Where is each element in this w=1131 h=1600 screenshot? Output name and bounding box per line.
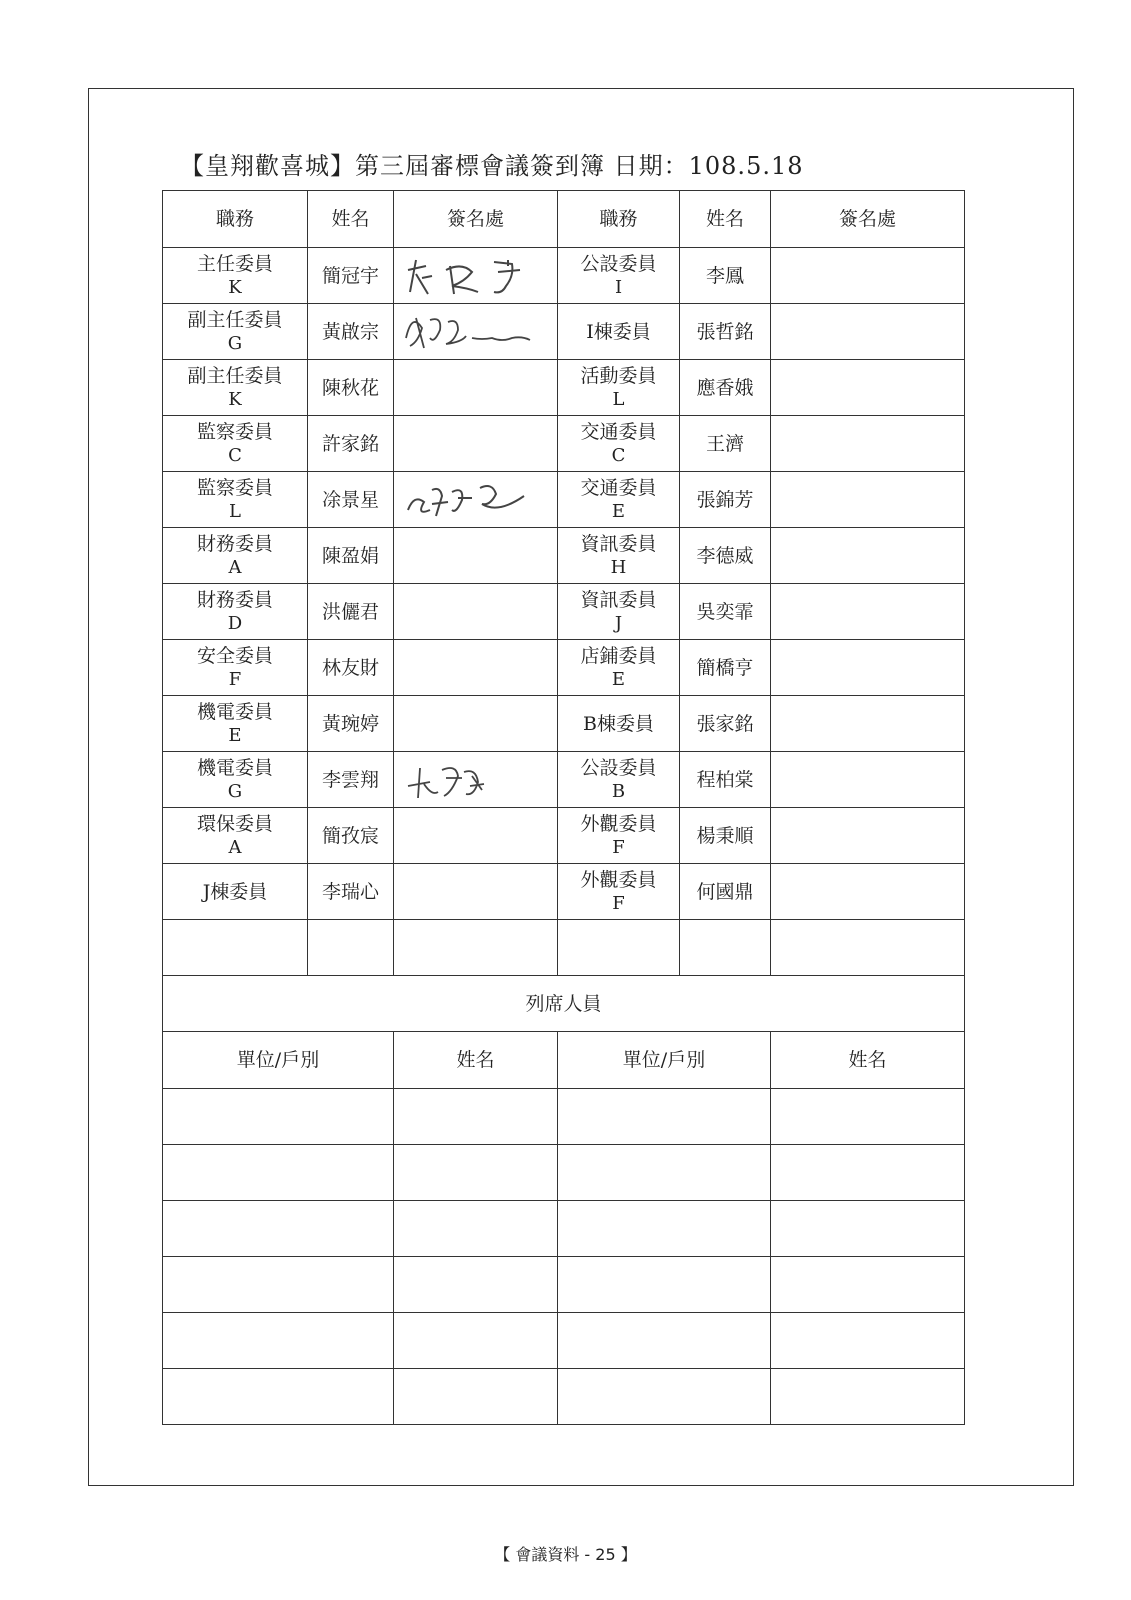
right-code: H [610, 556, 627, 578]
attendee-cell [771, 1145, 965, 1201]
attendee-cell [163, 1145, 394, 1201]
attendee-cell [771, 1257, 965, 1313]
right-name: 程柏棠 [696, 768, 754, 791]
attendee-cell [771, 1201, 965, 1257]
right-code: F [612, 892, 625, 914]
right-name: 張家銘 [696, 712, 754, 735]
left-name-cell [308, 360, 394, 416]
right-role-cell [558, 584, 680, 640]
table-row [163, 248, 965, 304]
attendee-row [163, 1313, 965, 1369]
right-name-cell [680, 864, 771, 920]
right-role: 公設委員 [580, 252, 657, 275]
left-role-cell [163, 472, 308, 528]
attendee-cell [394, 1089, 558, 1145]
left-signature-cell [394, 304, 558, 360]
left-signature-cell [394, 752, 558, 808]
right-signature-cell [771, 360, 965, 416]
sign-in-table [162, 190, 965, 1425]
left-signature-cell [394, 472, 558, 528]
header-cell: 姓名 [680, 191, 771, 248]
left-name-cell [308, 416, 394, 472]
left-name: 陳盈娟 [321, 544, 379, 567]
right-name-cell [680, 248, 771, 304]
header-cell: 姓名 [308, 191, 394, 248]
left-code: G [227, 332, 243, 354]
right-name: 楊秉順 [696, 824, 754, 847]
right-name: 張哲銘 [696, 320, 754, 343]
table-row [163, 528, 965, 584]
empty-cell [394, 920, 558, 976]
attendee-cell [558, 1257, 771, 1313]
left-name: 林友財 [321, 656, 379, 679]
left-role: 副主任委員 [187, 308, 283, 331]
empty-cell [163, 920, 308, 976]
left-name: 李雲翔 [321, 768, 379, 791]
left-signature-cell [394, 584, 558, 640]
table-row [163, 640, 965, 696]
left-name-cell [308, 248, 394, 304]
header-cell: 職務 [558, 191, 680, 248]
left-role-cell [163, 696, 308, 752]
right-code: L [612, 388, 625, 410]
right-code: J [614, 612, 623, 634]
table-row [163, 808, 965, 864]
attendee-cell [771, 1313, 965, 1369]
attendees-title-row [163, 976, 965, 1032]
right-name: 應香娥 [696, 376, 754, 399]
left-signature-cell [394, 640, 558, 696]
empty-cell [771, 920, 965, 976]
right-role: 資訊委員 [580, 532, 657, 555]
right-signature-cell [771, 248, 965, 304]
header-cell: 簽名處 [394, 191, 558, 248]
right-name-cell [680, 360, 771, 416]
right-role-cell [558, 416, 680, 472]
left-name: 陳秋花 [321, 376, 379, 399]
right-name: 李鳳 [705, 264, 744, 287]
right-name: 吳奕霏 [696, 600, 754, 623]
empty-cell [558, 920, 680, 976]
left-signature-cell [394, 528, 558, 584]
left-code: K [228, 388, 242, 410]
left-name: 凃景星 [321, 488, 379, 511]
right-name: 何國鼎 [696, 880, 754, 903]
right-role-cell [558, 864, 680, 920]
attendees-header-cell: 單位/戶別 [558, 1032, 771, 1089]
right-role-cell [558, 248, 680, 304]
attendee-cell [163, 1257, 394, 1313]
left-role-cell [163, 528, 308, 584]
right-role: 活動委員 [580, 364, 657, 387]
left-signature-cell [394, 864, 558, 920]
left-role: 安全委員 [196, 644, 273, 667]
left-code: A [228, 556, 242, 578]
attendee-cell [163, 1313, 394, 1369]
attendee-cell [771, 1089, 965, 1145]
right-name: 王濟 [705, 432, 744, 455]
handwritten-signature [402, 756, 542, 802]
table-row [163, 416, 965, 472]
right-code: F [612, 836, 625, 858]
right-signature-cell [771, 808, 965, 864]
attendee-cell [394, 1145, 558, 1201]
handwritten-signature [402, 476, 542, 522]
left-role: 機電委員 [196, 700, 273, 723]
right-name-cell [680, 472, 771, 528]
left-role-cell [163, 416, 308, 472]
left-role-cell [163, 584, 308, 640]
left-code: G [227, 780, 243, 802]
left-code: D [227, 612, 243, 634]
right-role-cell [558, 752, 680, 808]
right-role: 交通委員 [580, 476, 657, 499]
right-code: E [611, 500, 626, 522]
attendee-row [163, 1089, 965, 1145]
left-signature-cell [394, 416, 558, 472]
attendee-cell [394, 1257, 558, 1313]
attendees-header-cell: 姓名 [771, 1032, 965, 1089]
right-role: 店鋪委員 [580, 644, 657, 667]
attendee-cell [394, 1201, 558, 1257]
attendee-cell [394, 1313, 558, 1369]
left-role-cell [163, 360, 308, 416]
right-role-cell [558, 640, 680, 696]
right-name-cell [680, 696, 771, 752]
left-name-cell [308, 584, 394, 640]
right-signature-cell [771, 864, 965, 920]
right-role-cell [558, 808, 680, 864]
left-name-cell [308, 304, 394, 360]
left-code: F [228, 668, 242, 690]
left-code: L [229, 500, 241, 522]
right-role-cell [558, 360, 680, 416]
left-name: 黃琬婷 [321, 712, 379, 735]
left-role: 主任委員 [196, 252, 273, 275]
right-name-cell [680, 808, 771, 864]
right-signature-cell [771, 752, 965, 808]
handwritten-signature [402, 308, 542, 354]
right-role: 外觀委員 [580, 812, 657, 835]
right-signature-cell [771, 584, 965, 640]
left-role-cell [163, 248, 308, 304]
attendee-cell [163, 1201, 394, 1257]
attendees-title: 列席人員 [163, 976, 965, 1032]
left-signature-cell [394, 696, 558, 752]
page-footer: 【 會議資料 - 25 】 [494, 1545, 637, 1564]
empty-row [163, 920, 965, 976]
table-row [163, 472, 965, 528]
left-role: 副主任委員 [187, 364, 283, 387]
attendee-cell [558, 1145, 771, 1201]
left-signature-cell [394, 248, 558, 304]
right-signature-cell [771, 416, 965, 472]
right-name: 簡橋亨 [696, 656, 754, 679]
left-code: A [228, 836, 242, 858]
left-code: C [228, 444, 242, 466]
right-signature-cell [771, 304, 965, 360]
empty-cell [680, 920, 771, 976]
table-row [163, 864, 965, 920]
left-role-cell [163, 304, 308, 360]
right-role-cell [558, 472, 680, 528]
right-signature-cell [771, 472, 965, 528]
attendees-header-cell: 姓名 [394, 1032, 558, 1089]
right-role: I棟委員 [586, 320, 651, 343]
left-role: 監察委員 [196, 476, 273, 499]
left-role: 財務委員 [196, 588, 273, 611]
attendees-header-cell: 單位/戶別 [163, 1032, 394, 1089]
attendee-cell [558, 1201, 771, 1257]
attendee-cell [163, 1369, 394, 1425]
attendee-row [163, 1369, 965, 1425]
attendee-cell [558, 1369, 771, 1425]
table-row [163, 304, 965, 360]
left-name-cell [308, 808, 394, 864]
table-row [163, 584, 965, 640]
attendee-row [163, 1201, 965, 1257]
left-name: 許家銘 [321, 432, 379, 455]
left-role-cell [163, 752, 308, 808]
left-name: 簡冠宇 [321, 264, 379, 287]
left-name-cell [308, 640, 394, 696]
left-role-cell [163, 864, 308, 920]
left-role-cell [163, 640, 308, 696]
left-code: K [228, 276, 242, 298]
left-role: 財務委員 [196, 532, 273, 555]
left-role: 監察委員 [196, 420, 273, 443]
attendee-row [163, 1145, 965, 1201]
left-role: 環保委員 [196, 812, 273, 835]
attendee-cell [163, 1089, 394, 1145]
header-cell: 簽名處 [771, 191, 965, 248]
table-header-row [163, 191, 965, 248]
left-signature-cell [394, 360, 558, 416]
right-name: 張錦芳 [696, 488, 754, 511]
right-role: 公設委員 [580, 756, 657, 779]
header-cell: 職務 [163, 191, 308, 248]
attendee-cell [558, 1313, 771, 1369]
table-row [163, 696, 965, 752]
left-name-cell [308, 864, 394, 920]
right-code: C [611, 444, 626, 466]
handwritten-signature [402, 252, 542, 298]
attendee-cell [394, 1369, 558, 1425]
attendee-row [163, 1257, 965, 1313]
left-name-cell [308, 472, 394, 528]
right-name-cell [680, 416, 771, 472]
right-code: B [611, 780, 626, 802]
attendee-cell [558, 1089, 771, 1145]
right-name-cell [680, 528, 771, 584]
right-role: 外觀委員 [580, 868, 657, 891]
left-role-cell [163, 808, 308, 864]
table-row [163, 752, 965, 808]
left-name: 李瑞心 [321, 880, 379, 903]
attendees-header-row [163, 1032, 965, 1089]
left-role: J棟委員 [202, 880, 268, 903]
left-role: 機電委員 [196, 756, 273, 779]
table-row [163, 360, 965, 416]
right-role: B棟委員 [583, 712, 654, 735]
right-code: E [611, 668, 626, 690]
right-signature-cell [771, 528, 965, 584]
empty-cell [308, 920, 394, 976]
left-name: 洪儷君 [321, 600, 379, 623]
right-code: I [614, 276, 623, 298]
right-role-cell [558, 696, 680, 752]
right-name-cell [680, 304, 771, 360]
left-name-cell [308, 696, 394, 752]
left-name: 黃啟宗 [321, 320, 379, 343]
right-name: 李德威 [696, 544, 754, 567]
right-role: 資訊委員 [580, 588, 657, 611]
right-role-cell [558, 528, 680, 584]
left-name-cell [308, 528, 394, 584]
left-name: 簡孜宸 [321, 824, 379, 847]
right-signature-cell [771, 696, 965, 752]
right-role: 交通委員 [580, 420, 657, 443]
page-title: 【皇翔歡喜城】第三屆審標會議簽到簿 日期：108.5.18 [180, 152, 804, 180]
left-name-cell [308, 752, 394, 808]
right-role-cell [558, 304, 680, 360]
left-code: E [228, 724, 242, 746]
right-name-cell [680, 752, 771, 808]
right-name-cell [680, 584, 771, 640]
attendee-cell [771, 1369, 965, 1425]
right-name-cell [680, 640, 771, 696]
left-signature-cell [394, 808, 558, 864]
right-signature-cell [771, 640, 965, 696]
